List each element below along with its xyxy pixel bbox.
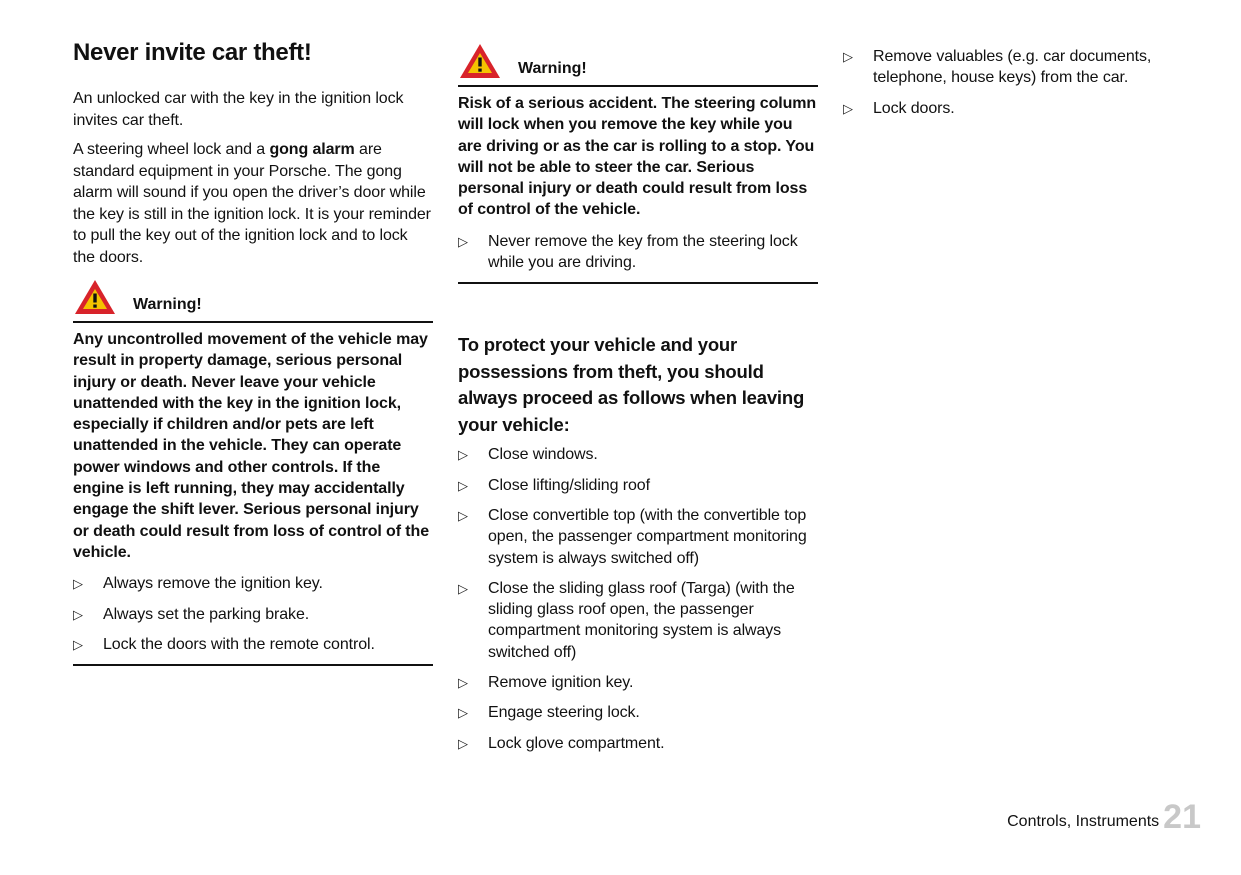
bullet-triangle-icon: ▷ [458, 477, 468, 493]
column-1 [73, 38, 433, 666]
list-item-text: Always set the parking brake. [103, 605, 310, 623]
bullet-triangle-icon: ▷ [73, 606, 83, 622]
list-item [73, 604, 433, 625]
page-number: 21 [1163, 798, 1201, 836]
gong-alarm-text-pre: A steering wheel lock and a [73, 141, 270, 158]
gong-alarm-text-post: are standard equipment in your Porsche. The gong alarm will sound if you open the driver’s door while the key is still in the ignition lock. It is your reminder to pull the key out of the ignition lock and to lock the doors. [73, 141, 431, 266]
list-item [73, 634, 433, 655]
list-item [458, 444, 818, 465]
gong-alarm-term: gong alarm [269, 141, 355, 158]
warning-text: Risk of a serious accident. The steering column will lock when you remove the key while you are driving or as the car is rolling to a stop. You will not be able to steer the car. Serious personal injury or death could result from loss of control of the vehicle. [458, 95, 817, 219]
procedure-steps-list [458, 444, 818, 754]
list-item-text: Lock doors. [873, 99, 955, 117]
bullet-triangle-icon: ▷ [73, 636, 83, 652]
list-item [458, 231, 818, 274]
warning-triangle-icon [458, 42, 502, 80]
list-item [458, 702, 818, 723]
procedure-steps-continued [843, 46, 1173, 119]
list-item [73, 573, 433, 594]
list-item [458, 475, 818, 496]
bullet-triangle-icon: ▷ [73, 576, 83, 592]
list-item-text: Close windows. [488, 446, 598, 464]
list-item [843, 98, 1173, 119]
bullet-triangle-icon: ▷ [458, 675, 468, 691]
bullet-triangle-icon: ▷ [458, 507, 468, 523]
bullet-triangle-icon: ▷ [458, 705, 468, 721]
list-item-text: Engage steering lock. [488, 704, 640, 722]
section-title: Never invite car theft! [73, 39, 312, 66]
warning-header [73, 278, 433, 323]
list-item [458, 505, 818, 569]
warning-text: Any uncontrolled movement of the vehicle may result in property damage, serious personal injury or death. Never leave your vehicle unattended with the key in the ignition lock, especially if children and/or pets are left unattended in the vehicle. They can operate power windows and other controls. If the engine is left running, they may accidentally engage the shift lever. Serious personal injury or death could result from loss of control of the vehicle. [73, 331, 430, 561]
list-item-text: Lock glove compartment. [488, 734, 665, 752]
list-item [458, 578, 818, 663]
warning-header [458, 42, 818, 87]
column-2 [458, 38, 818, 763]
warning-end-rule [73, 664, 433, 666]
warning-label: Warning! [518, 60, 587, 77]
gong-alarm-paragraph [73, 139, 433, 268]
list-item [458, 733, 818, 754]
warning-end-rule [458, 282, 818, 284]
bullet-triangle-icon: ▷ [458, 580, 468, 596]
list-item-text: Close lifting/sliding roof [488, 476, 650, 494]
list-item-text: Lock the doors with the remote control. [103, 635, 375, 653]
page-footer [1007, 798, 1201, 836]
bullet-triangle-icon: ▷ [843, 100, 853, 116]
list-item-text: Remove valuables (e.g. car documents, telephone, house keys) from the car. [873, 48, 1152, 87]
intro-paragraph: An unlocked car with the key in the ignition lock invites car theft. [73, 90, 404, 129]
column-3 [843, 46, 1173, 128]
bullet-triangle-icon: ▷ [458, 735, 468, 751]
list-item [458, 672, 818, 693]
warning-label: Warning! [133, 296, 202, 313]
bullet-triangle-icon: ▷ [458, 447, 468, 463]
list-item-text: Always remove the ignition key. [103, 575, 323, 593]
warning-triangle-icon [73, 278, 117, 316]
warning-steps-list [458, 231, 818, 274]
list-item-text: Remove ignition key. [488, 674, 634, 692]
list-item-text: Close convertible top (with the convertible top open, the passenger compartment monitoring system is always switched off) [488, 506, 807, 567]
bullet-triangle-icon: ▷ [843, 49, 853, 64]
list-item [843, 46, 1173, 89]
warning-steps-list [73, 573, 433, 655]
list-item-text: Close the sliding glass roof (Targa) (with the sliding glass roof open, the passenger compartment monitoring system is always switched off) [488, 579, 795, 661]
list-item-text: Never remove the key from the steering lock while you are driving. [488, 232, 798, 272]
bullet-triangle-icon: ▷ [458, 233, 468, 249]
footer-section-name: Controls, Instruments [1007, 813, 1160, 830]
procedure-heading: To protect your vehicle and your possessions from theft, you should always proceed as follows when leaving your vehicle: [458, 334, 805, 435]
